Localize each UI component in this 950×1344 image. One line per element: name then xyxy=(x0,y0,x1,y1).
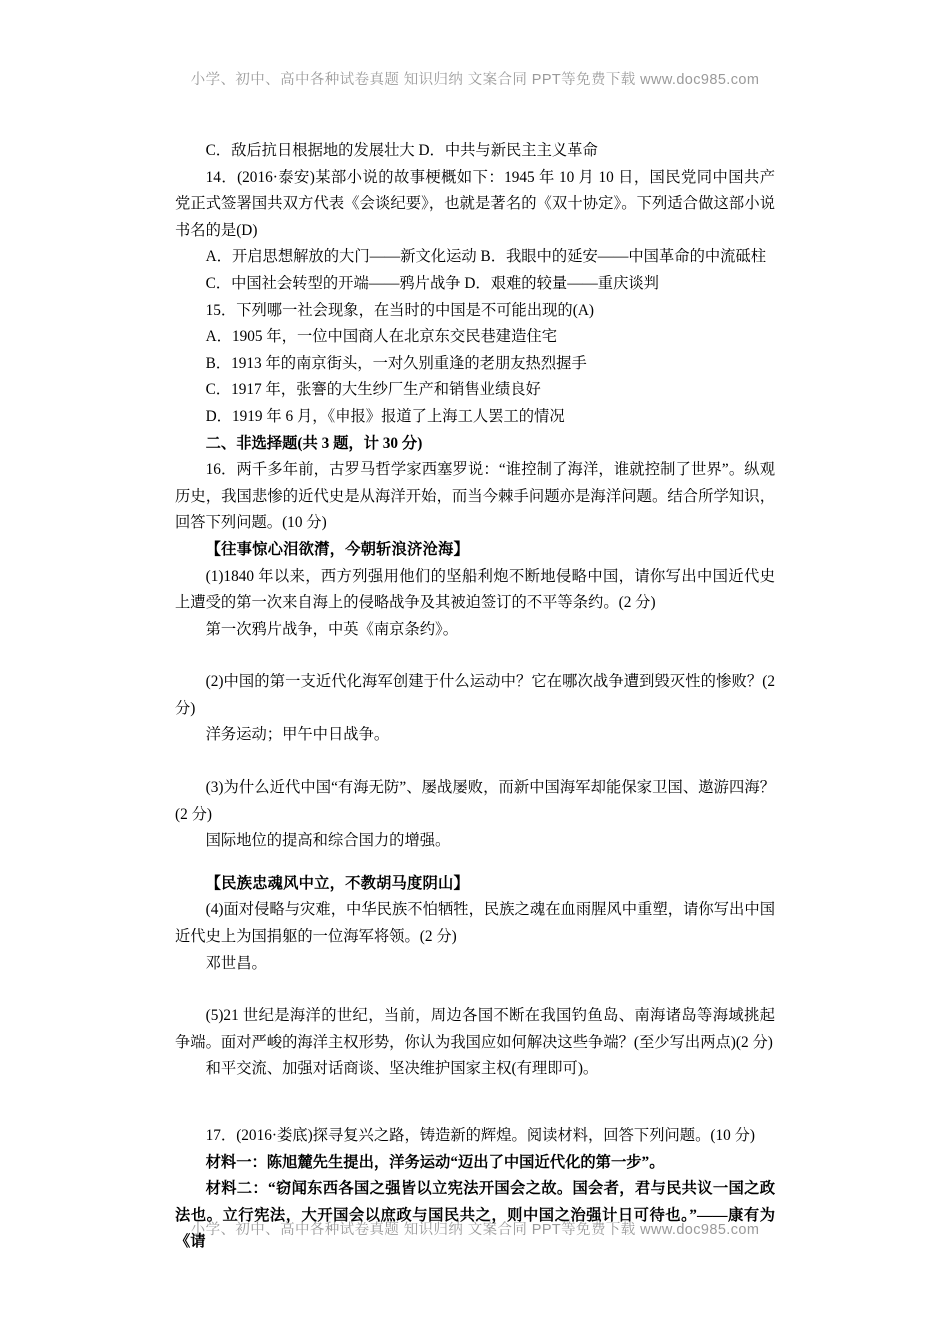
question-16-sub-2: (2)中国的第一支近代化海军创建于什么运动中？它在哪次战争遭到毁灭性的惨败？(2 分) xyxy=(175,673,775,717)
spacer xyxy=(175,977,775,1003)
question-14-option-a-b: A．开启思想解放的大门——新文化运动 B．我眼中的延安——中国革命的中流砥柱 xyxy=(205,248,767,266)
spacer xyxy=(175,749,775,775)
question-15-option-a: A．1905 年，一位中国商人在北京东交民巷建造住宅 xyxy=(205,328,557,346)
question-15-option-c: C．1917 年，张謇的大生纱厂生产和销售业绩良好 xyxy=(205,381,541,399)
spacer xyxy=(175,643,775,669)
question-16-sub-4: (4)面对侵略与灾难，中华民族不怕牺牲，民族之魂在血雨腥风中重塑，请你写出中国近代史上为国捐躯的一位海军将领。(2 分) xyxy=(175,901,775,946)
question-16-sub-3: (3)为什么近代中国“有海无防”、屡战屡败，而新中国海军却能保家卫国、遨游四海？(2 分) xyxy=(175,779,775,823)
section-2-title: 二、非选择题(共 3 题，计 30 分) xyxy=(205,434,423,452)
watermark-top: 小学、初中、高中各种试卷真题 知识归纳 文案合同 PPT等免费下载 www.doc985.com xyxy=(190,72,760,88)
question-13-tail: C．敌后抗日根据地的发展壮大 D．中共与新民主主义革命 xyxy=(205,142,598,159)
question-16-answer-4: 邓世昌。 xyxy=(205,954,267,972)
question-17-stem: 17．(2016·娄底)探寻复兴之路，铸造新的辉煌。阅读材料，回答下列问题。(10 分) xyxy=(205,1127,755,1144)
question-16-answer-3: 国际地位的提高和综合国力的增强。 xyxy=(205,832,451,850)
question-16-heading-1: 【往事惊心泪欲潸，今朝斩浪济沧海】 xyxy=(205,540,470,558)
question-14-option-c-d: C．中国社会转型的开端——鸦片战争 D．艰难的较量——重庆谈判 xyxy=(205,274,659,292)
question-16-sub-5: (5)21 世纪是海洋的世纪，当前，周边各国不断在我国钓鱼岛、南海诸岛等海域挑起争端。面对严峻的海洋主权形势，你认为我国应如何解决这些争端？(至少写出两点)(2 分) xyxy=(175,1007,775,1051)
question-14-stem: 14．(2016·泰安)某部小说的故事梗概如下：1945 年 10 月 10 日，国民党同中国共产党正式签署国共双方代表《会谈纪要》，也就是著名的《双十协定》。下列适合做这部小说书名的是(D) xyxy=(175,168,775,239)
question-16-stem: 16．两千多年前，古罗马哲学家西塞罗说：“谁控制了海洋，谁就控制了世界”。纵观历史，我国悲惨的近代史是从海洋开始，而当今棘手问题亦是海洋问题。结合所学知识，回答下列问题。(10 分) xyxy=(175,461,775,532)
question-16-heading-2: 【民族忠魂风中立，不教胡马度阴山】 xyxy=(205,874,470,892)
question-16-answer-2: 洋务运动；甲午中日战争。 xyxy=(205,726,390,744)
question-17-material-1: 材料一：陈旭麓先生提出，洋务运动“迈出了中国近代化的第一步”。 xyxy=(205,1153,665,1171)
spacer xyxy=(175,855,775,871)
question-16-answer-5: 和平交流、加强对话商谈、坚决维护国家主权(有理即可)。 xyxy=(205,1060,599,1078)
question-15-stem: 15．下列哪一社会现象，在当时的中国是不可能出现的(A) xyxy=(205,301,594,319)
question-16-sub-1: (1)1840 年以来，西方列强用他们的坚船利炮不断地侵略中国，请你写出中国近代史上遭受的第一次来自海上的侵略战争及其被迫签订的不平等条约。(2 分) xyxy=(175,567,775,612)
document-body xyxy=(175,138,775,1256)
question-15-option-d: D．1919 年 6 月，《申报》报道了上海工人罢工的情况 xyxy=(205,407,565,425)
watermark-bottom: 小学、初中、高中各种试卷真题 知识归纳 文案合同 PPT等免费下载 www.doc985.com xyxy=(190,1222,760,1238)
question-15-option-b: B．1913 年的南京街头，一对久别重逢的老朋友热烈握手 xyxy=(205,354,587,372)
question-17-material-2: 材料二：“窃闻东西各国之强皆以立宪法开国会之故。国会者，君与民共议一国之政法也。立行宪法，大开国会以庶政与国民共之，则中国之治强计日可待也。”——康有为《请 xyxy=(175,1180,775,1251)
question-16-answer-1: 第一次鸦片战争，中英《南京条约》。 xyxy=(205,620,458,638)
spacer xyxy=(175,1107,775,1123)
spacer xyxy=(175,1083,775,1107)
